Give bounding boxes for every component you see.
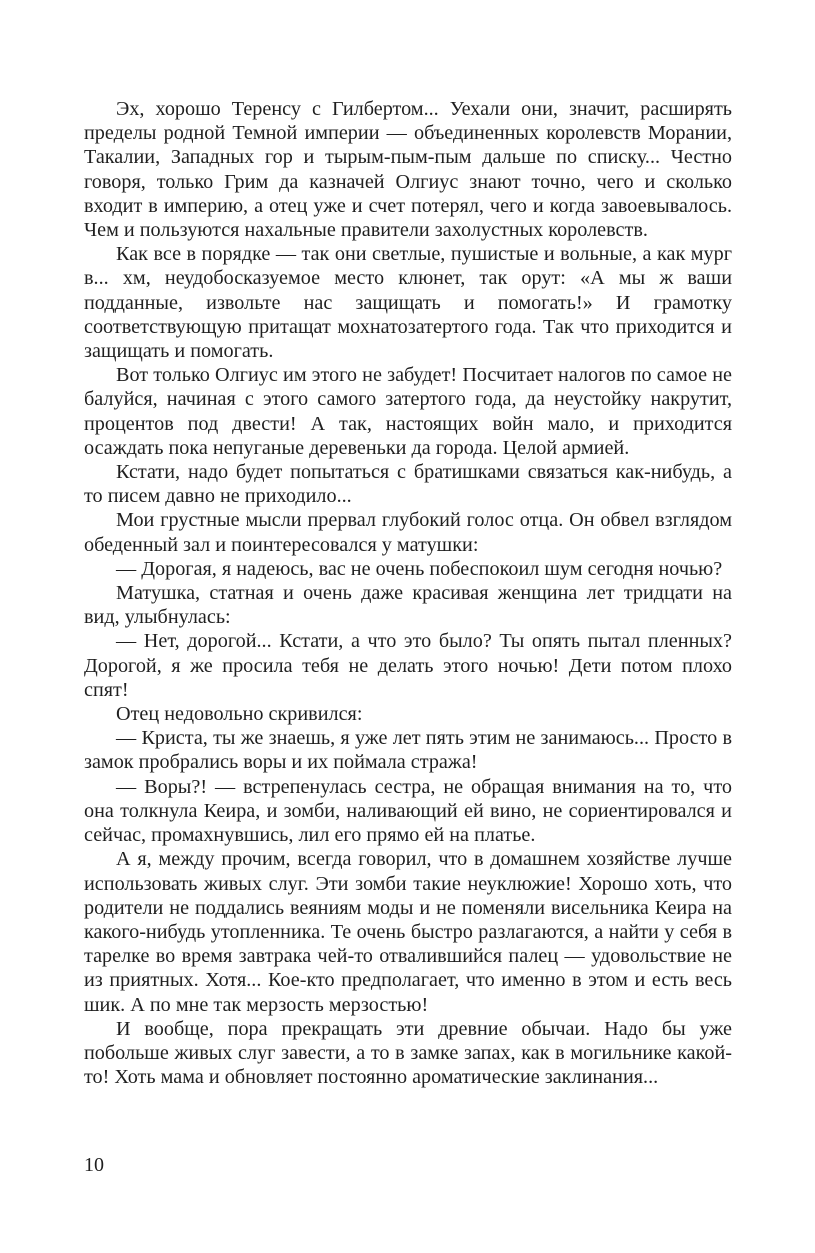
paragraph: Эх, хорошо Теренсу с Гилбертом... Уехали они, значит, расширять пределы родной Темной империи — объединенных королевств Морании, Такалии, Западных гор и тырым-пым-пым дальше по списку... Честно говоря, только Грим да казначей Олгиус знают точно, чего и сколько входит в империю, а отец уже и счет потерял, чего и когда завоевывалось. Чем и пользуются нахальные правители захолустных королевств. [84,98,732,242]
paragraph: Матушка, статная и очень даже красивая женщина лет тридцати на вид, улыбнулась: [84,582,732,629]
paragraph: Как все в порядке — так они светлые, пушистые и вольные, а как мург в... хм, неудобосказуемое место клюнет, так орут: «А мы ж ваши подданные, извольте нас защищать и помогать!» И грамотку соответствующую притащат мохнатозатертого года. Так что приходится и защищать и помогать. [84,243,732,363]
paragraph: — Дорогая, я надеюсь, вас не очень побеспокоил шум сегодня ночью? [116,557,723,580]
paragraph: Мои грустные мысли прервал глубокий голос отца. Он обвел взглядом обеденный зал и поинтересовался у матушки: [84,509,732,556]
paragraph: — Воры?! — встрепенулась сестра, не обращая внимания на то, что она толкнула Кеира, и зомби, наливающий ей вино, не сориентировался и сейчас, промахнувшись, лил его прямо ей на платье. [84,775,732,847]
paragraph: Отец недовольно скривился: [116,703,363,726]
paragraph: — Нет, дорогой... Кстати, а что это было? Ты опять пытал пленных? Дорогой, я же просила тебя не делать этого ночью! Дети потом плохо спят! [84,630,732,701]
page-number: 10 [84,1154,104,1176]
paragraph: — Криста, ты же знаешь, я уже лет пять этим не занимаюсь... Просто в замок пробрались воры и их поймала стража! [84,727,732,774]
paragraph: Кстати, надо будет попытаться с братишками связаться как-нибудь, а то писем давно не приходило... [84,461,732,508]
paragraph: И вообще, пора прекращать эти древние обычаи. Надо бы уже побольше живых слуг завести, а то в замке запах, как в могильнике какой-то! Хоть мама и обновляет постоянно ароматические заклинания... [84,1017,732,1089]
page-text [84,97,732,1089]
paragraph: А я, между прочим, всегда говорил, что в домашнем хозяйстве лучше использовать живых слуг. Эти зомби такие неуклюжие! Хорошо хоть, что родители не поддались веяниям моды и не поменяли висельника Кеира на какого-нибудь утопленника. Те очень быстро разлагаются, а найти у себя в тарелке во время завтрака чей-то отвалившийся палец — удовольствие не из приятных. Хотя... Кое-кто предполагает, что именно в этом и есть весь шик. А по мне так мерзость мерзостью! [84,848,732,1016]
paragraph: Вот только Олгиус им этого не забудет! Посчитает налогов по самое не балуйся, начиная с этого самого затертого года, да неустойку накрутит, процентов под двести! А так, настоящих войн мало, и приходится осаждать пока непуганые деревеньки да города. Целой армией. [84,364,732,459]
